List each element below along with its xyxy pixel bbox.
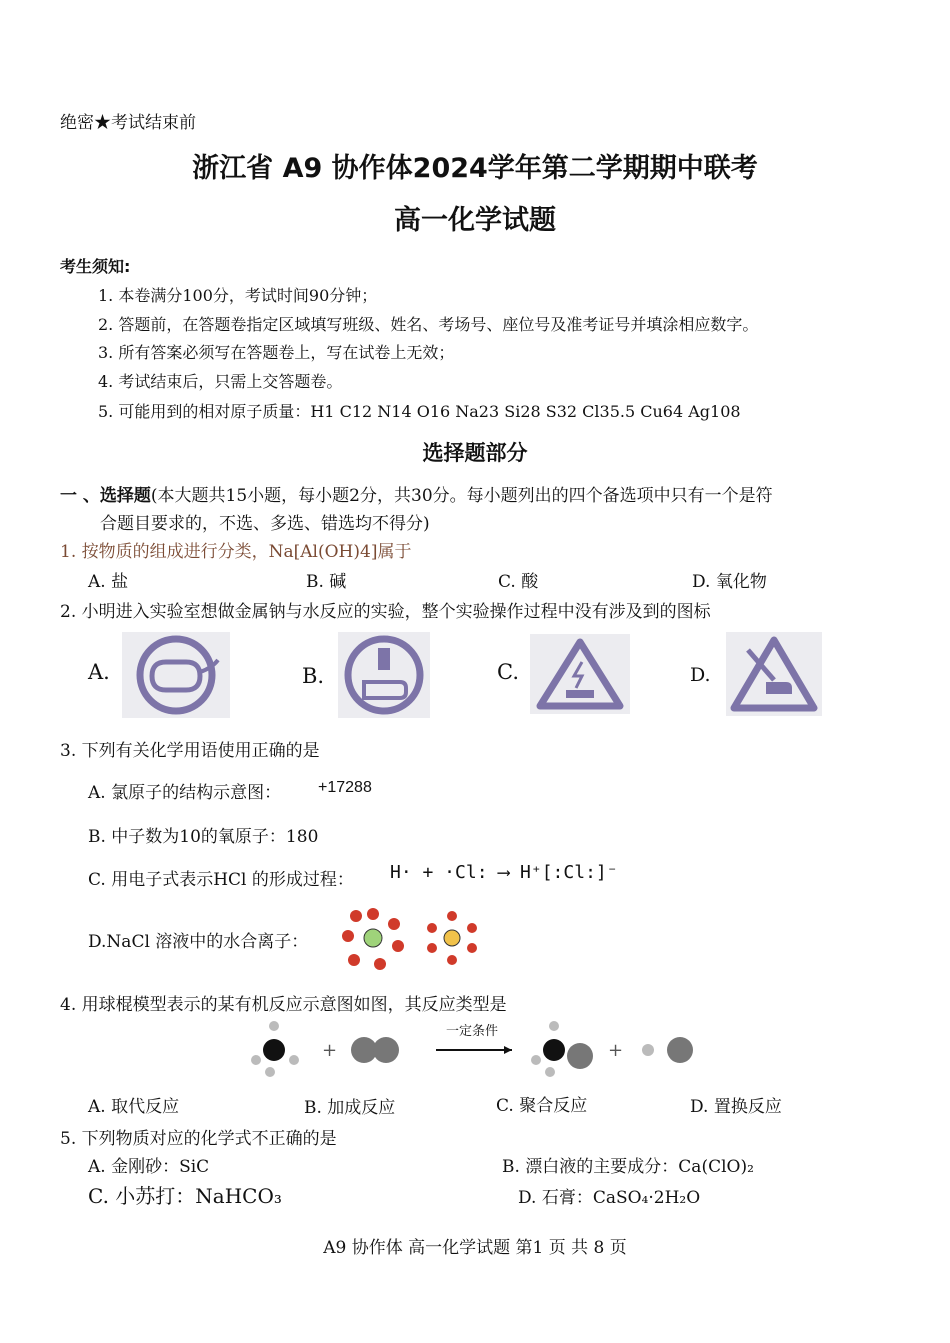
chloromethane-molecule xyxy=(531,1021,593,1077)
q1-option-c: C. 酸 xyxy=(498,572,539,592)
svg-text:+: + xyxy=(322,1040,338,1061)
q4-option-c: C. 聚合反应 xyxy=(496,1096,588,1116)
chlorine-atom-diagram: +17288 xyxy=(318,779,372,796)
q4-option-a: A. 取代反应 xyxy=(88,1097,180,1117)
q1-stem: 1. 按物质的组成进行分类，Na[Al(OH)4]属于 xyxy=(60,542,412,562)
q5-option-a: A. 金刚砂：SiC xyxy=(88,1157,210,1177)
q2-option-a: A. xyxy=(88,660,110,684)
q5-stem: 5. 下列物质对应的化学式不正确的是 xyxy=(60,1129,337,1149)
q1-option-b: B. 碱 xyxy=(306,572,347,592)
sharp-object-icon xyxy=(726,632,822,716)
q3-option-a: A. 氯原子的结构示意图： xyxy=(88,783,282,803)
q5-option-c: C. 小苏打：NaHCO₃ xyxy=(88,1184,282,1208)
reaction-condition: 一定条件 xyxy=(446,1024,499,1039)
notice-item: 1. 本卷满分100分，考试时间90分钟； xyxy=(98,286,378,305)
q4-option-b: B. 加成反应 xyxy=(304,1098,396,1118)
exam-title: 浙江省 A9 协作体2024学年第二学期期中联考 xyxy=(192,153,758,184)
part-description: (本大题共15小题，每小题2分，共30分。每小题列出的四个备选项中只有一个是符 xyxy=(150,486,773,506)
q2-option-b: B. xyxy=(302,664,325,688)
notice-item: 2. 答题前，在答题卷指定区域填写班级、姓名、考场号、座位号及准考证号并填涂相应数字。 xyxy=(98,315,759,334)
notice-item: 4. 考试结束后，只需上交答题卷。 xyxy=(98,372,343,391)
notice-item: 5. 可能用到的相对原子质量：H1 C12 N14 O16 Na23 Si28 S32 Cl35.5 Cu64 Ag108 xyxy=(98,402,741,421)
hcl-molecule xyxy=(642,1037,693,1063)
wash-hands-icon xyxy=(338,632,430,718)
notice-item: 3. 所有答案必须写在答题卷上，写在试卷上无效； xyxy=(98,343,455,362)
q5-option-b: B. 漂白液的主要成分：Ca(ClO)₂ xyxy=(502,1157,754,1177)
hydrated-na-ion xyxy=(342,908,404,970)
svg-text:+: + xyxy=(608,1040,624,1061)
part-description-2: 合题目要求的，不选、多选、错选均不得分) xyxy=(100,514,430,534)
goggles-icon xyxy=(122,632,230,718)
q3-option-c: C. 用电子式表示HCl 的形成过程： xyxy=(88,870,354,890)
q2-option-d: D. xyxy=(690,664,711,686)
q3-stem: 3. 下列有关化学用语使用正确的是 xyxy=(60,741,320,761)
hcl-formation-diagram: H· + ·Cl: ⟶ H⁺[:Cl:]⁻ xyxy=(390,862,618,883)
q2-option-c: C. xyxy=(497,660,519,684)
q4-option-d: D. 置换反应 xyxy=(690,1097,782,1117)
q1-option-a: A. 盐 xyxy=(88,572,129,592)
q3-option-b: B. 中子数为10的氧原子：180 xyxy=(88,827,319,847)
chlorine-molecule xyxy=(351,1037,399,1063)
page-footer: A9 协作体 高一化学试题 第1 页 共 8 页 xyxy=(323,1238,627,1258)
hydrated-ions-diagram xyxy=(336,902,486,974)
notice-heading: 考生须知: xyxy=(60,257,131,276)
q3-option-d: D.NaCl 溶液中的水合离子： xyxy=(88,932,309,952)
q5-option-d: D. 石膏：CaSO₄·2H₂O xyxy=(518,1188,701,1208)
q2-stem: 2. 小明进入实验室想做金属钠与水反应的实验，整个实验操作过程中没有涉及到的图标 xyxy=(60,602,711,622)
q4-stem: 4. 用球棍模型表示的某有机反应示意图如图，其反应类型是 xyxy=(60,995,507,1015)
hydrated-cl-ion xyxy=(427,911,477,965)
section-title: 选择题部分 xyxy=(422,441,528,465)
q1-option-d: D. 氧化物 xyxy=(692,572,767,592)
methane-molecule xyxy=(251,1021,299,1077)
secret-label: 绝密★考试结束前 xyxy=(60,113,196,133)
electricity-warning-icon xyxy=(530,634,630,714)
exam-subtitle: 高一化学试题 xyxy=(394,205,556,236)
part-label: 一 、选择题 xyxy=(60,486,151,506)
